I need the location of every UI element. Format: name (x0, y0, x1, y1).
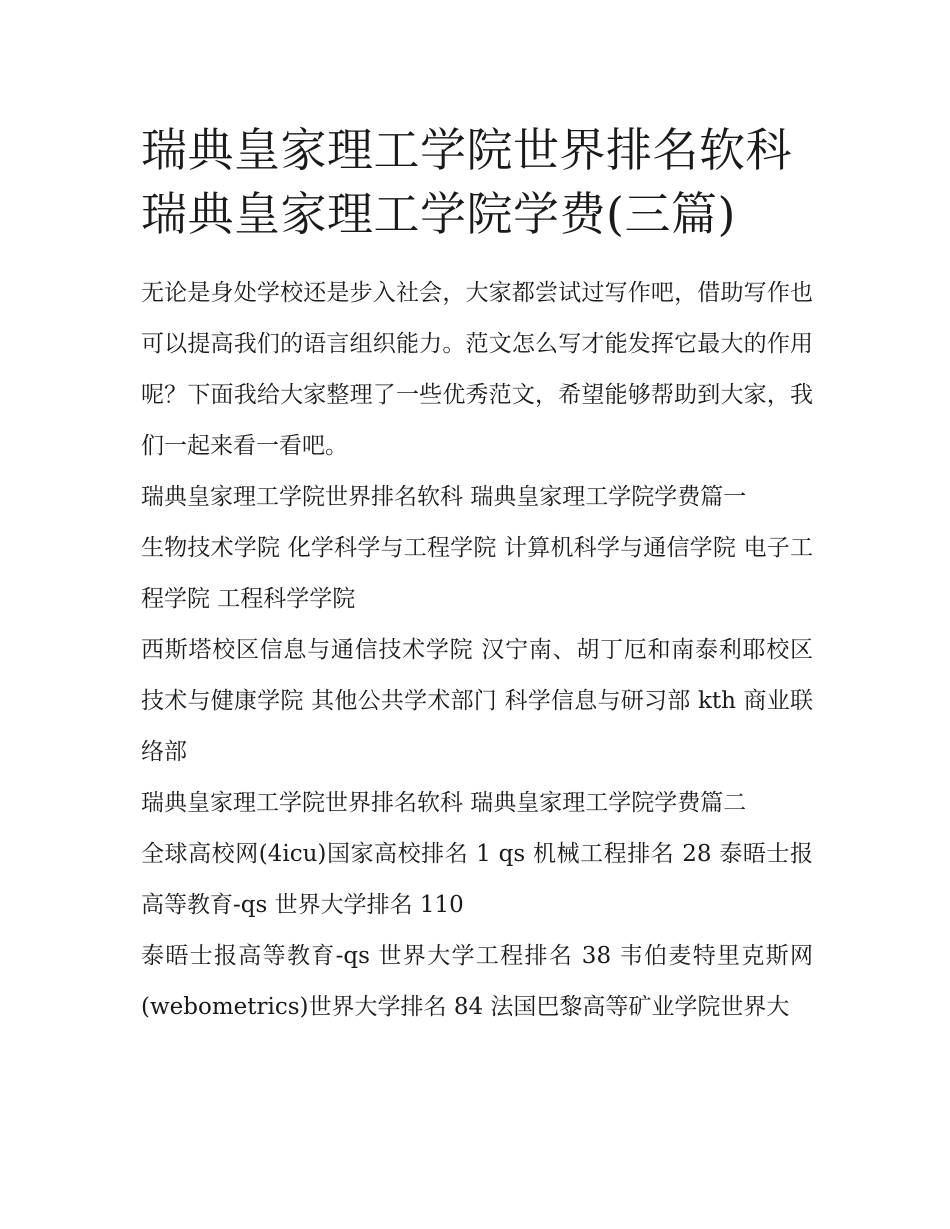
paragraph-schools: 生物技术学院 化学科学与工程学院 计算机科学与通信学院 电子工程学院 工程科学学院 (141, 535, 813, 612)
intro-paragraph: 无论是身处学校还是步入社会，大家都尝试过写作吧，借助写作也可以提高我们的语言组织能力。范文怎么写才能发挥它最大的作用呢？下面我给大家整理了一些优秀范文，希望能够帮助到大家，我们一起来看一看吧。 (141, 280, 813, 459)
paragraph-rankings-1: 全球高校网(4icu)国家高校排名 1 qs 机械工程排名 28 泰晤士报高等教育-qs 世界大学排名 110 (141, 841, 813, 918)
section-heading-1: 瑞典皇家理工学院世界排名软科 瑞典皇家理工学院学费篇一 (141, 484, 747, 510)
section-heading-2: 瑞典皇家理工学院世界排名软科 瑞典皇家理工学院学费篇二 (141, 790, 747, 816)
document-title: 瑞典皇家理工学院世界排名软科 瑞典皇家理工学院学费(三篇) (141, 123, 792, 241)
document-page (141, 118, 813, 1033)
paragraph-rankings-2: 泰晤士报高等教育-qs 世界大学工程排名 38 韦伯麦特里克斯网(webometrics)世界大学排名 84 法国巴黎高等矿业学院世界大 (141, 943, 813, 1020)
paragraph-campus: 西斯塔校区信息与通信技术学院 汉宁南、胡丁厄和南泰利耶校区 技术与健康学院 其他公共学术部门 科学信息与研习部 kth 商业联络部 (141, 637, 813, 765)
